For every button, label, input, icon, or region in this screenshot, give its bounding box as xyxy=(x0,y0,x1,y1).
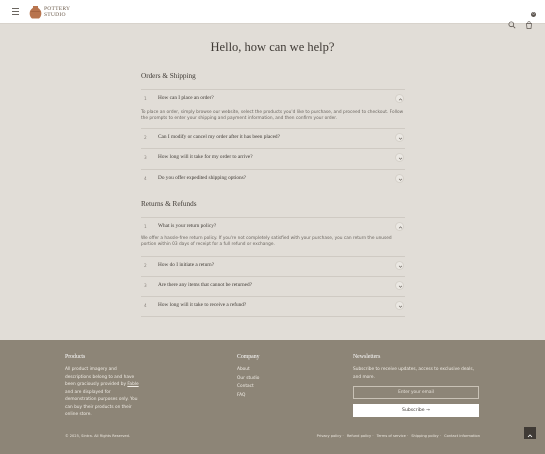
faq-item-arrival-time[interactable] xyxy=(141,148,405,168)
faq-item-modify-order[interactable] xyxy=(141,128,405,148)
section-title-returns: Returns & Refunds xyxy=(141,200,197,208)
logo-vase-icon[interactable] xyxy=(29,5,42,19)
legal-link-terms[interactable]: Terms of service xyxy=(376,434,406,438)
faq-item-non-returnable[interactable] xyxy=(141,276,405,296)
faq-item-return-policy[interactable] xyxy=(141,217,405,237)
logo-line1: POTTERY xyxy=(44,6,71,12)
chevron-up-icon[interactable] xyxy=(395,222,404,231)
faq-question: Do you offer expedited shipping options? xyxy=(158,175,247,181)
search-icon[interactable] xyxy=(508,14,516,22)
faq-item-initiate-return[interactable] xyxy=(141,256,405,276)
legal-link-shipping[interactable]: Shipping policy xyxy=(411,434,439,438)
subscribe-button[interactable] xyxy=(353,404,479,417)
chevron-down-icon[interactable] xyxy=(395,301,404,310)
legal-link-privacy[interactable]: Privacy policy xyxy=(316,434,342,438)
copyright: © 2025, Sintra. All Rights Reserved. xyxy=(65,434,131,438)
footer-link-faq[interactable]: FAQ xyxy=(237,392,246,398)
newsletter-text-line: and more. xyxy=(353,374,375,380)
page-title: Hello, how can we help? xyxy=(210,40,335,54)
subscribe-label: Subscribe xyxy=(402,408,425,413)
fable-link[interactable]: Fable xyxy=(127,382,139,387)
footer-newsletter-text xyxy=(353,366,488,381)
menu-icon[interactable] xyxy=(12,8,19,14)
faq-main xyxy=(0,24,545,340)
chevron-up-icon xyxy=(524,430,536,442)
footer-products-title: Products xyxy=(65,354,86,360)
chevron-down-icon[interactable] xyxy=(395,174,404,183)
chevron-down-icon[interactable] xyxy=(395,133,404,142)
faq-answer: To place an order, simply browse our website, select the products you'd like to purchase, and proceed to checkout. Follow the prompts to enter your shipping and payment information, and then confirm your order. xyxy=(141,110,404,121)
faq-question: How can I place an order? xyxy=(158,95,214,101)
products-text-line: been graciously provided by xyxy=(65,382,128,387)
products-text-line: online store. xyxy=(65,412,92,417)
products-text-line: All product imagery and xyxy=(65,367,117,372)
site-header xyxy=(0,0,545,24)
faq-item-expedited-shipping[interactable] xyxy=(141,169,405,189)
divider xyxy=(141,316,405,317)
cart-count-badge: 0 xyxy=(532,11,535,16)
legal-link-contact[interactable]: Contact information xyxy=(444,434,480,438)
faq-question: Can I modify or cancel my order after it has been placed? xyxy=(158,134,280,140)
faq-number: 4 xyxy=(144,176,147,181)
section-title-orders: Orders & Shipping xyxy=(141,72,196,80)
legal-links: Privacy policy · Refund policy · Terms of service · Shipping policy · Contact information xyxy=(316,434,480,438)
products-text-line: and are displayed for xyxy=(65,389,111,395)
faq-number: 3 xyxy=(144,155,147,160)
faq-question: How long will it take to receive a refund? xyxy=(158,302,247,308)
footer-company-links xyxy=(237,366,259,400)
products-text-line: descriptions belong to and have xyxy=(65,374,135,380)
legal-link-refund[interactable]: Refund policy xyxy=(346,434,372,438)
faq-number: 1 xyxy=(144,96,147,101)
products-text-line: can buy their products on their xyxy=(65,404,132,410)
arrow-right-icon: → xyxy=(426,408,430,413)
chevron-down-icon[interactable] xyxy=(395,261,404,270)
faq-number: 3 xyxy=(144,283,147,288)
cart-icon[interactable] xyxy=(525,11,535,22)
faq-question: What is your return policy? xyxy=(158,223,217,229)
logo-text[interactable] xyxy=(44,6,70,18)
faq-number: 1 xyxy=(144,224,147,229)
faq-item-refund-time[interactable] xyxy=(141,296,405,316)
faq-question: How do I initiate a return? xyxy=(158,262,215,268)
email-input[interactable]: Enter your email xyxy=(353,386,479,399)
faq-question: Are there any items that cannot be returned? xyxy=(158,282,252,288)
footer-company-title: Company xyxy=(237,354,260,360)
faq-number: 4 xyxy=(144,303,147,308)
faq-answer: We offer a hassle-free return policy. If you're not completely satisfied with your purchase, you can return the unused portion within 03 days of receipt for a full refund or exchange. xyxy=(141,236,392,247)
footer-products-text xyxy=(65,366,150,419)
chevron-up-icon[interactable] xyxy=(395,94,404,103)
footer-link-our-studio[interactable]: Our studio xyxy=(237,375,260,381)
chevron-down-icon[interactable] xyxy=(395,281,404,290)
scroll-to-top-button[interactable] xyxy=(524,427,536,439)
footer-newsletter-title: Newsletters xyxy=(353,354,381,360)
faq-question: How long will it take for my order to arrive? xyxy=(158,154,253,160)
footer-link-about[interactable]: About xyxy=(237,367,250,372)
logo-line2: STUDIO xyxy=(44,12,66,18)
chevron-down-icon[interactable] xyxy=(395,153,404,162)
faq-item-place-order[interactable] xyxy=(141,89,405,109)
newsletter-text-line: Subscribe to receive updates, access to exclusive deals, xyxy=(353,367,474,372)
faq-number: 2 xyxy=(144,263,147,268)
footer-link-contact[interactable]: Contact xyxy=(237,384,254,389)
products-text-line: demonstration purposes only. You xyxy=(65,397,138,402)
faq-number: 2 xyxy=(144,135,147,140)
